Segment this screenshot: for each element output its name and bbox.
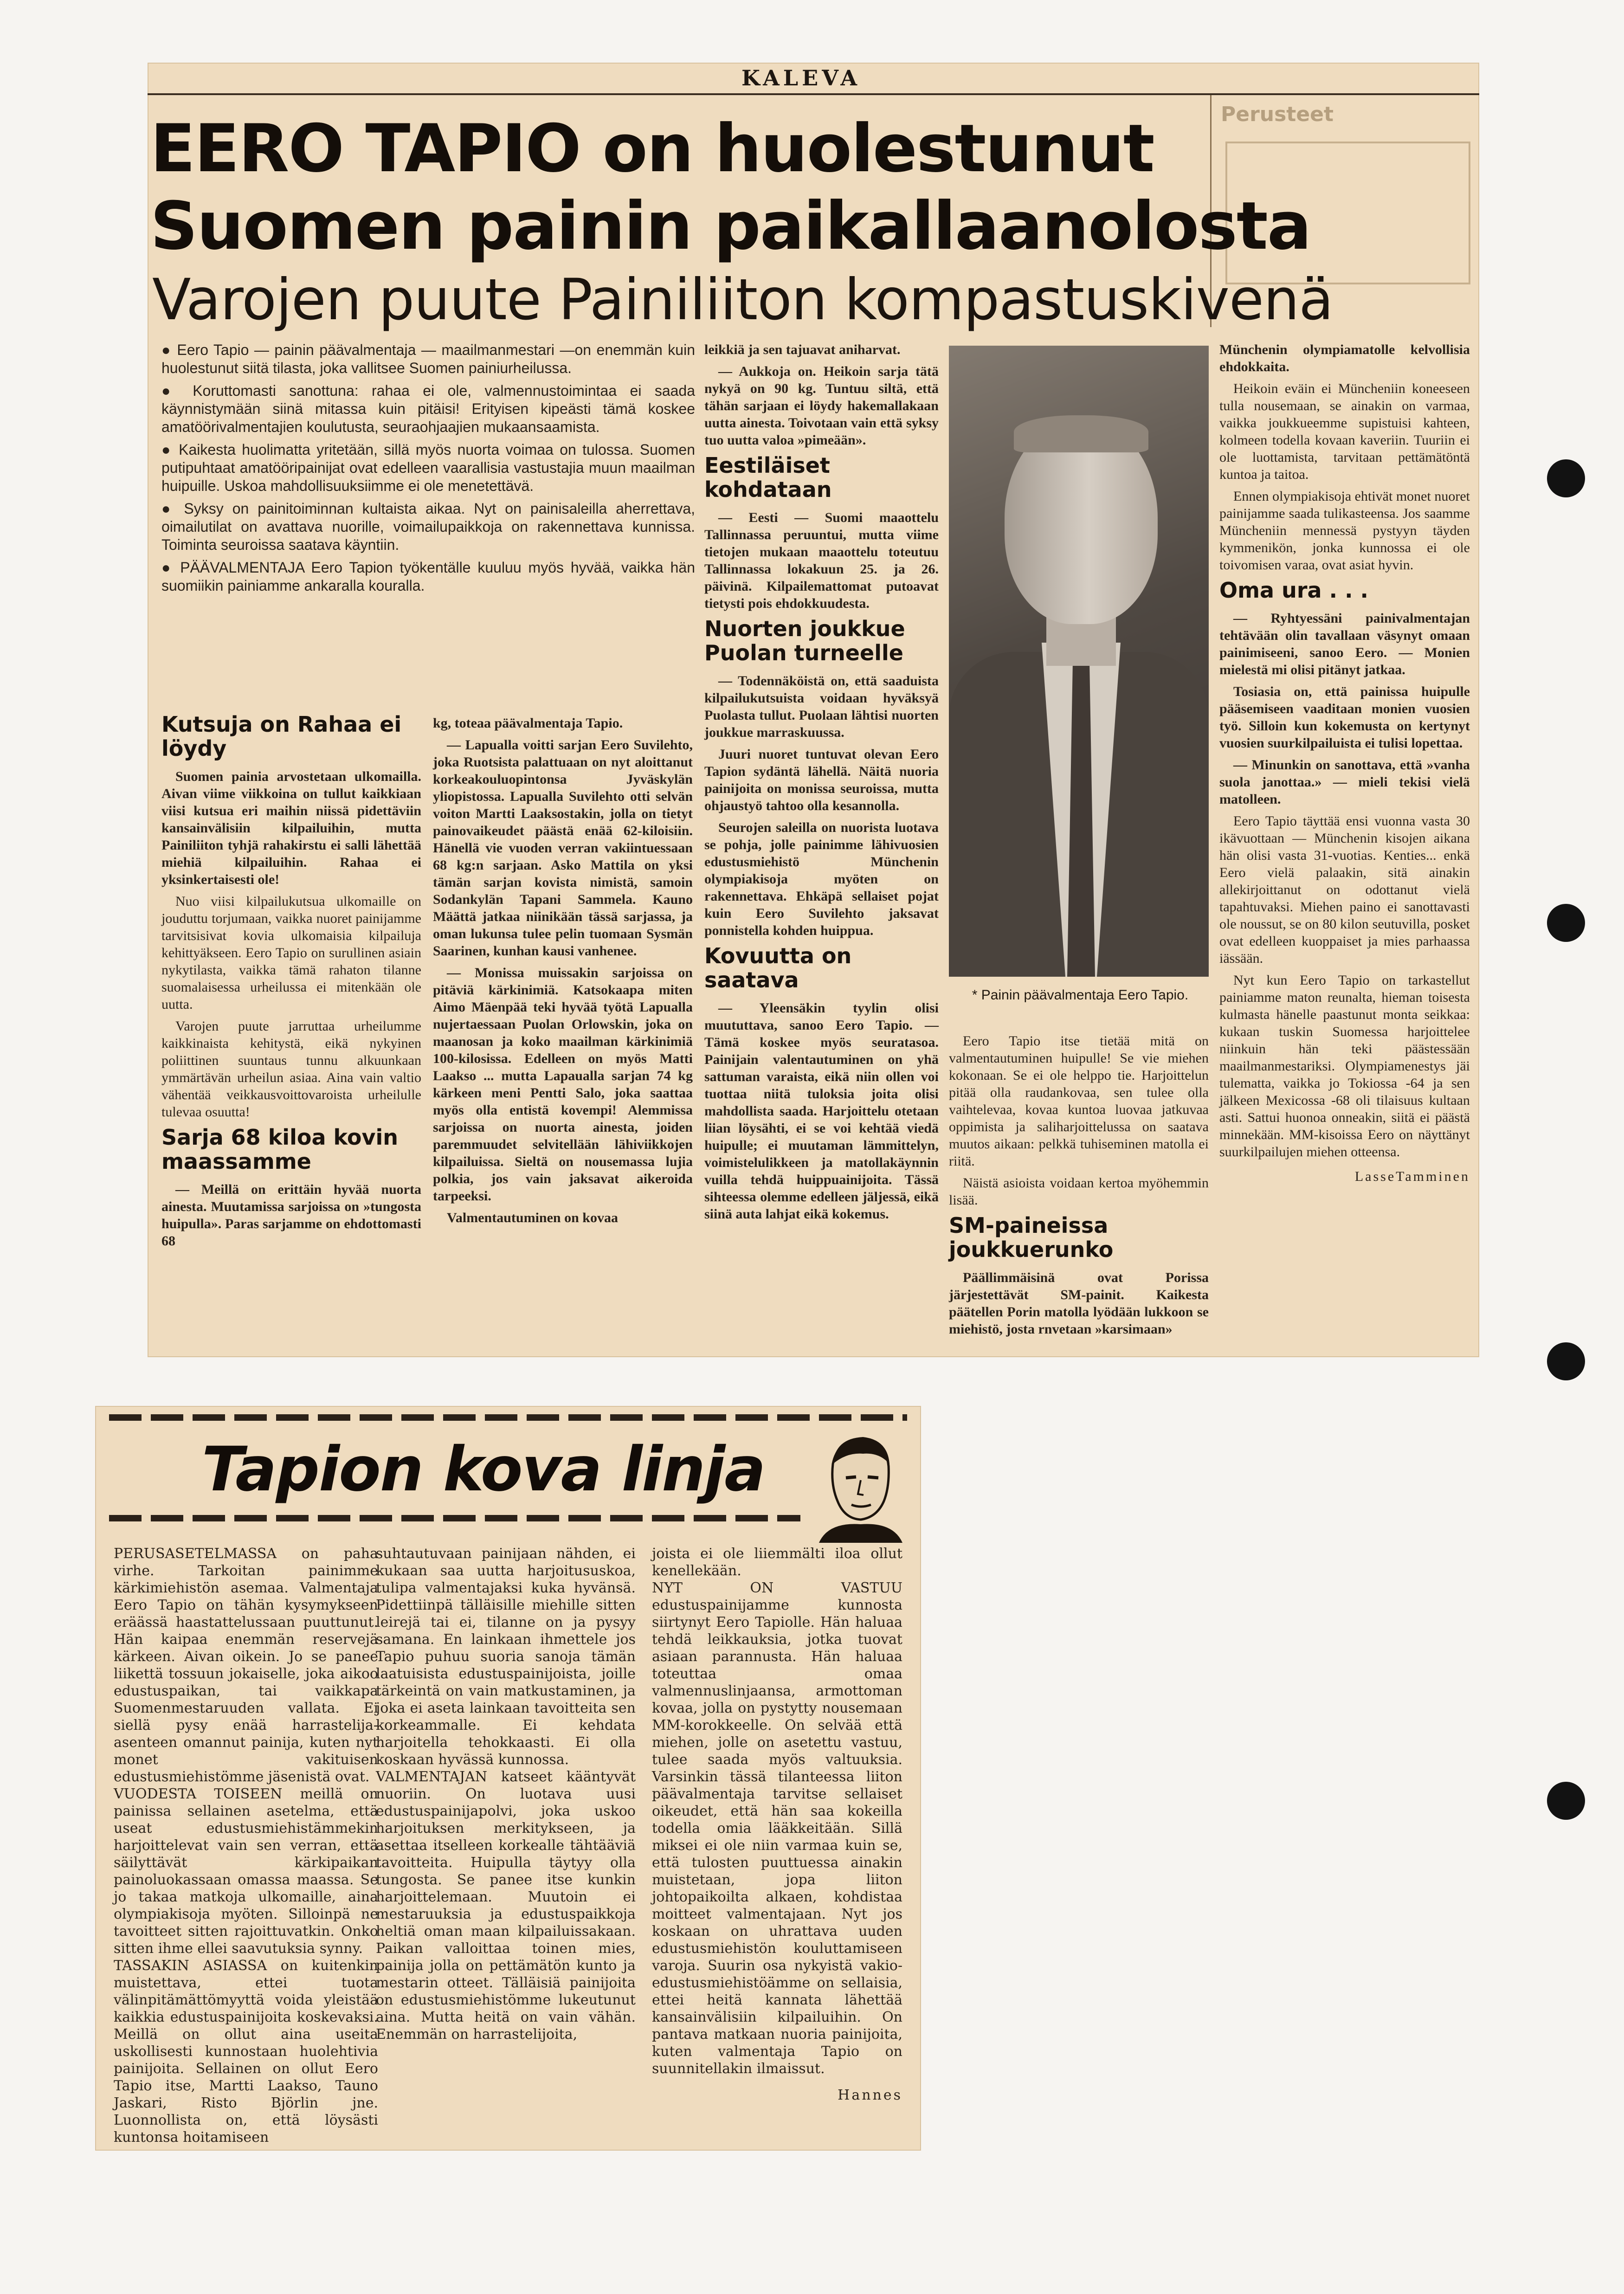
paragraph: Eero Tapio itse tietää mitä on valmentautuminen huipulle! Se vie miehen kokonaan. Se ei ole helppo tie. Harjoittelun pitää olla raudankovaa, sen tulee olla vaihtelevaa, kovaa kuntoa luovaa jatkuvaa oppimista ja saliharjoittelussa on saatava muutos aikaan: pelkkä tuhiseminen matolla ei riitä.: [949, 1033, 1209, 1169]
masthead: KALEVA: [741, 65, 861, 90]
paragraph: Seurojen saleilla on nuorista luotava se pohja, jolle painimme lähivuosien edustusmiehistö Münchenin olympiakisoja myöten on rakennettava. Ehkäpä sellaiset pojat kuin Eero Suvilehto jaksavat ponnistella kohden huippua.: [704, 820, 939, 938]
paragraph: — Aukkoja on. Heikoin sarja tätä nykyä on 90 kg. Tuntuu siltä, että tähän sarjaan ei löydy hakemallakaan uutta ainesta. Toivotaan vain että syksy tuo uutta valoa »pimeään».: [704, 364, 939, 448]
paragraph: Heikoin eväin ei Müncheniin koneeseen tulla nousemaan, se ainakin on varmaa, vaikka joukkueemme supistuisi kahteen, kolmeen todella kovaan kaveriin. Tuuriin ei ole luottamista, tarvitaan pettämätöntä kuntoa ja taitoa.: [1219, 381, 1470, 482]
ad-fragment-text: Perusteet: [1221, 103, 1334, 126]
paragraph: — Lapualla voitti sarjan Eero Suvilehto, joka Ruotsista palattuaan on nyt aloittanut korkeakouluopintonsa Jyväskylän yliopistossa. Lapualla Suvilehto otti selvän voiton Martti Laaksostakin, jolla on tietyt painovaikeudet päästä enää 62-kiloisiin. Hänellä vie vuoden verran vakiintuessaan 68 kg:n sarjaan. Asko Mattila on yksi tämän sarjan kovista nimistä, samoin Sodankylän Tapani Sammela. Kauno Määttä jatkaa niinikään tässä sarjassa, ja oman lukunsa tulee pelin tuomaan Sysmän Saarinen, kunhan kausi vanhenee.: [433, 737, 693, 959]
paragraph: Juuri nuoret tuntuvat olevan Eero Tapion sydäntä lähellä. Näitä nuoria painijoita on monissa seuroissa, mutta ohjaustyö tahtoo olla kesannolla.: [704, 747, 939, 813]
column-1: [161, 708, 421, 1254]
paragraph: suhtautuvaan painijaan nähden, ei kukaan saa uutta harjoitususkoa, tulipa valmentajaksi kuka hyvänsä. Pidettiinpä tälläisille miehille sitten leirejä tai ei, tilanne on ja pysyy samana. En lainkaan ihmettele jos Tapio puhuu suoria sanoja tämän laatuisista edustuspainijoista, joille tärkeintä on vain matkustaminen, ja joka ei aseta lainkaan tavoitteita sen korkeammalle. Ei kehdata harjoitella tehokkaasti. Ei olla koskaan hyvässä kunnossa.: [376, 1546, 636, 1768]
paragraph: Nuo viisi kilpailukutsua ulkomaille on jouduttu torjumaan, vaikka nuoret painijamme tarvitsisivat kovia ulkomaisia kilpailuja kehittyäkseen. Eero Tapio on surullinen asiain nykytilasta, vaikka tämä rahaton tilanne suomalaisessa urheilussa ei mitenkään ole uutta.: [161, 894, 421, 1012]
subheading: Nuorten joukkue Puolan turneelle: [704, 616, 905, 665]
headline-line-1: EERO TAPIO on huolestunut: [150, 110, 1154, 187]
newspaper-clipping-kaleva: [148, 63, 1479, 1357]
paragraph: Nyt kun Eero Tapio on tarkastellut painiamme maton reunalta, hieman toisesta kulmasta hänelle paastunut monta seikkaa: kukaan tuskin Suomessa harjoittelee niinkuin hän teki päästessään maailmanmestariksi. Olympiamenestys jäi tulematta, vaikka jo Tokiossa -64 ja sen jälkeen Mexicossa -68 oli tilaisuus kultaan asti. Sattui huonoa onneakin, siitä ei päästä minnekään. MM-kisoissa Eero on näyttänyt suurkilpailujen miehen otteensa.: [1219, 973, 1470, 1160]
photo-caption: * Painin päävalmentaja Eero Tapio.: [972, 987, 1189, 1003]
headline-line-2: Suomen painin paikallaanolosta: [150, 188, 1311, 264]
paragraph: — Minunkin on sanottava, että »vanha suola janottaa.» — mieli tekisi vielä matolleen.: [1219, 757, 1470, 807]
author-sketch-illustration: [810, 1431, 907, 1543]
paragraph: Ennen olympiakisoja ehtivät monet nuoret painijamme saada tulikasteensa. Jos saamme Müncheniin mennessä pystyyn täyden kymmenikön, jonka kunnossa ei ole toivomisen varaa, ovat asiat hyvin.: [1219, 489, 1470, 573]
paragraph: Tosiasia on, että painissa huipulle pääsemiseen vaaditaan monien vuosien työ. Silloin kun kokemusta on kertynyt vuosien suurkilpailuista ei tulisi lopettaa.: [1219, 684, 1470, 751]
paragraph: Varojen puute jarruttaa urheilumme kaikkinaista kehitystä, eikä nykyinen poliittinen suuntaus tunnu alkuunkaan ymmärtävän urheilun asiaa. Aina vain valtio vähentää veikkausvoittovaroista urheilulle tulevaa osuutta!: [161, 1018, 421, 1120]
paragraph: — Monissa muissakin sarjoissa on pitäviä kärkinimiä. Katsokaapa miten Aimo Mäenpää teki hyvää työtä Lapualla nujertaessaan Puolan Orlowskin, joka on maanosan ja koko maailman kärkinimiä 100-kilosissa. Edelleen on myös Matti Laakso ... mutta Lapaualla sarjan 74 kg kärkeen meni Pentti Salo, joka saattaa myös olla entistä kovempi! Alemmissa sarjoissa on nuorta ainesta, joiden paremmuudet selvitellään lähiviikkojen kilpailuissa. Sieltä on nousemassa lujia polkia, jos vain jaksavat aikeroida tarpeeksi.: [433, 965, 693, 1204]
column-2-1: [114, 1545, 378, 2146]
subheading: Eestiläiset kohdataan: [704, 453, 832, 502]
column-4: [949, 1032, 1209, 1342]
paragraph: Suomen painia arvostetaan ulkomailla. Aivan viime viikkoina on tullut kaikkiaan viisi kutsua eri maihin niissä pidettäviin kansainvälisiin kilpailuihin, mutta Painiliiton tyhjä rahakirstu ei salli lähettää miehiä kilpailuihin. Rahaa ei yksinkertaisesti ole!: [161, 769, 421, 887]
binder-hole-4: [1547, 1782, 1585, 1820]
paragraph: — Eesti — Suomi maaottelu Tallinnassa peruuntui, mutta viime tietojen mukaan maaottelu toteutuu Tallinnassa lokakuun 25. ja 26. päivinä. Kilpailemattomat putoavat tietysti pois ehdokkuudesta.: [704, 510, 939, 611]
decorative-rule-top: [109, 1414, 907, 1421]
portrait-photo: [949, 346, 1209, 977]
decorative-rule-bottom: [109, 1515, 800, 1521]
paragraph: kg, toteaa päävalmentaja Tapio.: [433, 715, 623, 731]
subheading: Kutsuja on Rahaa ei löydy: [161, 712, 402, 761]
paragraph: Valmentautuminen on kovaa: [447, 1210, 618, 1225]
paragraph: Näistä asioista voidaan kertoa myöhemmin lisää.: [949, 1175, 1209, 1208]
column-title: Tapion kova linja: [202, 1434, 765, 1505]
paragraph: NYT ON VASTUU edustuspainijamme kunnosta siirtynyt Eero Tapiolle. Hän haluaa tehdä leikkauksia, jotka tuovat asiaan parannusta. Hän haluaa toteuttaa omaa valmennuslinjaansa, armottoman kovaa, jolla on pystytty nousemaan MM-korokkeelle. On selvää että miehen, jolle on asetettu vastuu, tulee saada myös valtuuksia. Varsinkin tässä tilanteessa liiton päävalmentaja tarvitse sellaiset oikeudet, että hän saa kokeilla todella omia lääkkeitään. Sillä miksei ei ole niin varmaa kuin se, että tulosten puuttuessa ainakin muistetaan, jopa liiton johtopaikoilta alkaen, kohdistaa moitteet valmentajaan. Nyt jos koskaan on uhrattava uuden edustusmiehistön kouluttamiseen varoja. Suurin osa nykyistä vakio-edustusmiehistöämme on sellaisia, ettei heitä kannata lähettää kansainvälisiin kilpailuihin. On pantava matkaan nuoria painijoita, kuten valmentaja Tapio on suunnitellakin ilmaissut.: [652, 1580, 902, 2077]
author-signature: LasseTamminen: [1354, 1169, 1470, 1184]
binder-hole-1: [1547, 459, 1585, 497]
column-3: [704, 341, 939, 1227]
paragraph: Münchenin olympiamatolle kelvollisia ehdokkaita.: [1219, 342, 1470, 374]
subheading: Kovuutta on saatava: [704, 943, 852, 992]
subheading: SM-paineissa joukkuerunko: [949, 1213, 1114, 1262]
subheading: Sarja 68 kiloa kovin maassamme: [161, 1125, 398, 1174]
paragraph: VUODESTA TOISEEN meillä on painissa sellainen asetelma, että useat edustusmiehistämmekin harjoittelevat vain sen verran, että säilyttävät kärkipaikan painoluokassaan omassa maassa. Se jo takaa matkoja ulkomaille, aina olympiakisoja myöten. Silloinpä ne tavoitteet sitten rajoittuvatkin. Onko sitten ihme ellei saavutuksia synny.: [114, 1786, 378, 1957]
paragraph: Eero Tapio täyttää ensi vuonna vasta 30 ikävuottaan — Münchenin kisojen aikana hän olisi vasta 31-vuotias. Kenties... enkä Eero vielä palaakin, sitä ainakin allekirjoittanut on odottanut vielä tapahtuvaksi. Miehen paino ei sanottavasti ole noussut, se on 80 kilon seutuvilla, posket ovat edelleen kuoppaiset ja mies parhaassa iässään.: [1219, 813, 1470, 966]
paragraph: Päällimmäisinä ovat Porissa järjestettävät SM-painit. Kaikesta päätellen Porin matolla lyödään lukkoon se miehistö, josta rnvetaan »karsimaan»: [949, 1270, 1209, 1337]
author-signature: Hannes: [838, 2087, 902, 2103]
intro-block: [161, 341, 695, 599]
newspaper-clipping-column: [95, 1406, 921, 2151]
deck-subheadline: Varojen puute Painiliiton kompastuskivenä: [152, 267, 1334, 333]
intro-bullet: ● PÄÄVALMENTAJA Eero Tapion työkentälle kuuluu myös hyvää, vaikka hän suomiikin painiamme ankaralla kouralla.: [161, 559, 695, 594]
subheading: Oma ura . . .: [1219, 578, 1369, 603]
column-2: [433, 715, 693, 1231]
intro-bullet: ● Eero Tapio — painin päävalmentaja — maailmanmestari —on enemmän kuin huolestunut siitä tilasta, joka vallitsee Suomen painiurheilussa.: [161, 342, 695, 376]
intro-bullet: ● Syksy on painitoiminnan kultaista aikaa. Nyt on painisaleilla aherrettava, oimailutilat on avattava nuorille, voimailupaikkoja on rakennettava kunnissa. Toiminta seuroissa saatava käyntiin.: [161, 500, 695, 553]
column-2-2: [376, 1545, 636, 2043]
paragraph: leikkiä ja sen tajuavat aniharvat.: [704, 342, 901, 357]
intro-bullet: ● Kaikesta huolimatta yritetään, sillä myös nuorta voimaa on tulossa. Suomen putipuhtaat amatööripainijat ovat edelleen vaarallisia vastustajia muun maailman huipuille. Uskoa mahdollisuuksiimme ei ole menetettävä.: [161, 441, 695, 494]
column-2-3: [652, 1545, 902, 2104]
intro-bullet: ● Koruttomasti sanottuna: rahaa ei ole, valmennustoimintaa ei saada käynnistymään siinä mitassa kuin pitäisi! Erityisen kipeästi tämä koskee amatöörivalmentajien koulutusta, seuraohjaajien mukaansaamista.: [161, 382, 695, 435]
binder-hole-2: [1547, 904, 1585, 942]
paragraph: PERUSASETELMASSA on paha virhe. Tarkoitan painimme kärkimiehistön asemaa. Valmentaja Eero Tapio on tähän kysymykseen eräässä haastattelussaan puuttunut. Hän kaipaa enemmän reservejä kärkeen. Aivan oikein. Jo se panee liikettä tossuun jokaiselle, joka aikoo edustuspaikan, tai vaikkapa Suomenmestaruuden vallata. Ei siellä pysy enää harrastelija-asenteen omannut painija, kuten nyt monet vakituisen edustusmiehistömme jäsenistä ovat.: [114, 1546, 378, 1785]
column-5: [1219, 341, 1470, 1190]
paragraph: — Meillä on erittäin hyvää nuorta ainesta. Muutamissa sarjoissa on »tungosta huipulla». Paras sarjamme on ehdottomasti 68: [161, 1182, 421, 1249]
paragraph: — Yleensäkin tyylin olisi muututtava, sanoo Eero Tapio. — Tämä koskee myös seuratasoa. Painijain valentautuminen on yhä sattuman varaista, eikä niin ollen voi tuottaa niitä tuloksia joita olisi mahdollista saada. Harjoittelu otetaan liian löysähti, ei se voi kehtää viedä huipulle; ei muutaman lämmittelyn, voimistelulikkeen ja matollakäynnin vuilla tehdä huippuainijoita. Tässä sihteessa olemme edelleen jäljessä, eikä siinä auta lahjat eikä kokemus.: [704, 1000, 939, 1222]
paragraph: — Todennäköistä on, että saaduista kilpailukutsuista voidaan hyväksyä Puolasta tullut. Puolaan lähtisi nuorten joukkue marraskuussa.: [704, 673, 939, 740]
paragraph: joista ei ole liiemmälti iloa ollut kenellekään.: [652, 1546, 902, 1579]
paragraph: TASSAKIN ASIASSA on kuitenkin muistettava, ettei tuota välinpitämättömyyttä voida yleistää kaikkia edustuspainijoita koskevaksi. Meillä on ollut aina useita uskollisesti kunnostaan huolehtivia painijoita. Sellainen on ollut Eero Tapio itse, Martti Laakso, Tauno Jaskari, Risto Björlin jne. Luonnollista on, että löysästi kuntonsa hoitamiseen: [114, 1958, 378, 2146]
binder-hole-3: [1547, 1342, 1585, 1380]
paragraph: VALMENTAJAN katseet kääntyvät nuoriin. On luotava uusi edustuspainijapolvi, joka uskoo harjoituksen merkitykseen, ja asettaa itselleen korkealle tähtääviä tavoitteita. Huipulla täytyy olla tungosta. Se panee itse kunkin harjoittelemaan. Muutoin ei mestaruuksia ja edustuspaikkoja heltiä oman maan kilpailuissakaan. Paikan valloittaa toinen mies, painija jolla on pettämätön kunto ja mestarin otteet. Tälläisiä painijoita on edustusmiehistömme lukeutunut aina. Mutta heitä on vain vähän. Enemmän on harrastelijoita,: [376, 1769, 636, 2043]
paragraph: — Ryhtyessäni painivalmentajan tehtävään olin tavallaan väsynyt omaan painimiseeni, sanoo Eero. — Monien mielestä mi olisi pitänyt jatkaa.: [1219, 611, 1470, 677]
